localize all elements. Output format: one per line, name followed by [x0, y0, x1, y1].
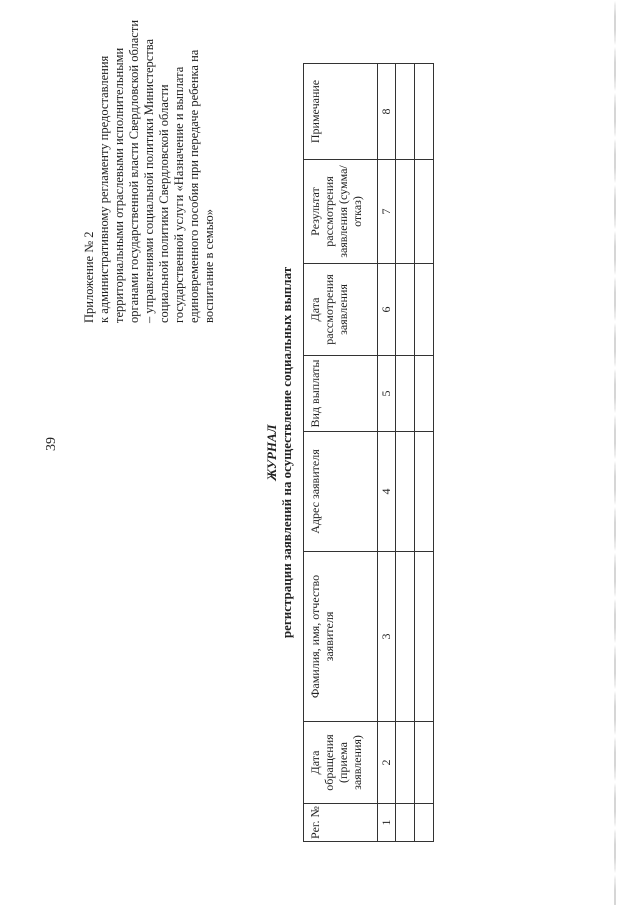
table-cell: [396, 432, 415, 552]
table-cell: [415, 64, 434, 160]
header-review-date: Дата рассмотрения заявления: [304, 264, 378, 356]
appendix-title: Приложение № 2: [82, 231, 96, 323]
table-cell: [415, 804, 434, 842]
column-number: 5: [378, 356, 396, 432]
journal-title: ЖУРНАЛ: [264, 424, 279, 481]
appendix-text: к административному регламенту предоставления территориальными отраслевыми исполнительными органами государственной власти Свердловской области – управлениями социальной политики Министерства социальной политики Свердловской области государственной услуги «Назначение и выплата единовременного пособия при передаче ребенка на воспитание в семью»: [97, 19, 216, 323]
page-number: 39: [44, 437, 59, 451]
header-reg-number: Рег. №: [304, 804, 378, 842]
header-applicant-address: Адрес заявителя: [304, 432, 378, 552]
table-numbering-row: [378, 64, 396, 842]
table-cell: [415, 264, 434, 356]
table-cell: [396, 264, 415, 356]
header-review-result: Результат рассмотрения заявления (сумма/отказ): [304, 160, 378, 264]
header-note: Примечание: [304, 64, 378, 160]
column-number: 8: [378, 64, 396, 160]
table-cell: [396, 804, 415, 842]
column-number: 2: [378, 722, 396, 804]
header-applicant-name: Фамилия, имя, отчество заявителя: [304, 552, 378, 722]
table-cell: [396, 356, 415, 432]
column-number: 4: [378, 432, 396, 552]
journal-table: [303, 63, 434, 842]
journal-heading: [264, 0, 294, 905]
appendix-block: [82, 13, 217, 323]
table-row: [396, 64, 415, 842]
table-header-row: [304, 64, 378, 842]
table-cell: [396, 722, 415, 804]
table-cell: [415, 160, 434, 264]
header-payment-type: Вид выплаты: [304, 356, 378, 432]
journal-subtitle: регистрации заявлений на осуществление социальных выплат: [279, 266, 294, 639]
table-cell: [415, 552, 434, 722]
column-number: 3: [378, 552, 396, 722]
column-number: 1: [378, 804, 396, 842]
table-cell: [415, 432, 434, 552]
table-row: [415, 64, 434, 842]
table-cell: [396, 160, 415, 264]
column-number: 7: [378, 160, 396, 264]
table-cell: [396, 64, 415, 160]
column-number: 6: [378, 264, 396, 356]
header-application-date: Дата обращения (приема заявления): [304, 722, 378, 804]
table-cell: [415, 722, 434, 804]
table-cell: [396, 552, 415, 722]
table-cell: [415, 356, 434, 432]
